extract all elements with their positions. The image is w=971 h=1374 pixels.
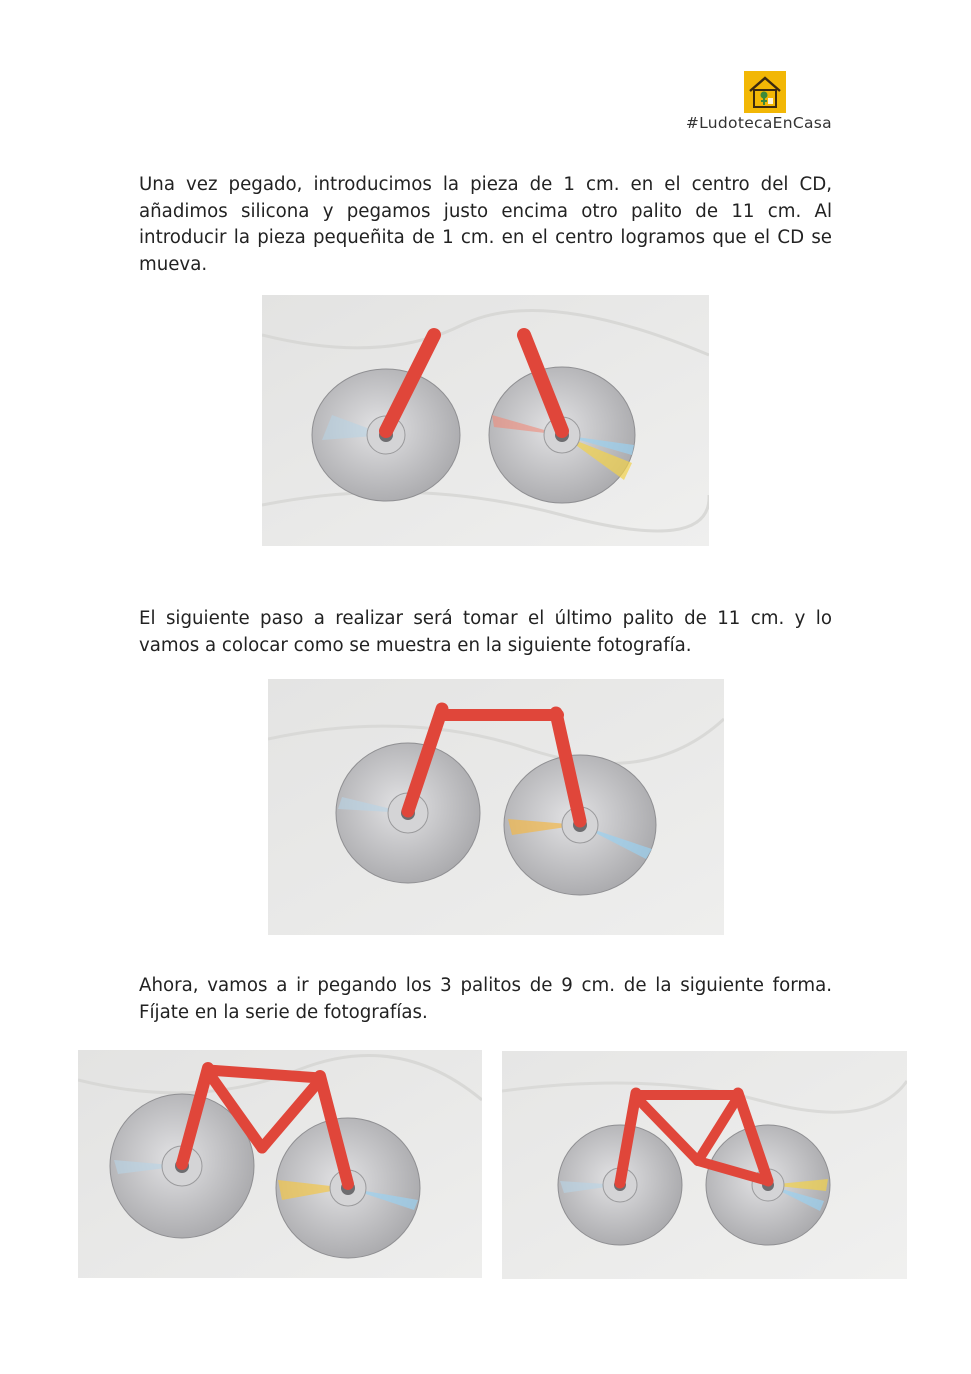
photo-frame-step-b bbox=[502, 1051, 907, 1279]
ludoteca-logo-icon bbox=[744, 71, 786, 113]
instruction-paragraph-3: Ahora, vamos a ir pegando los 3 palitos de 9 cm. de la siguiente forma. Fíjate en la serie de fotografías. bbox=[139, 975, 832, 1023]
hashtag-label: #LudotecaEnCasa bbox=[685, 114, 832, 132]
instruction-paragraph-2: El siguiente paso a realizar será tomar el último palito de 11 cm. y lo vamos a colocar como se muestra en la siguiente fotografía. bbox=[139, 608, 832, 656]
photo-cds-with-sticks bbox=[262, 295, 709, 546]
instruction-paragraph-1: Una vez pegado, introducimos la pieza de 1 cm. en el centro del CD, añadimos silicona y pegamos justo encima otro palito de 11 cm. Al introducir la pieza pequeñita de 1 cm. en el centro logramos que el CD se mueva. bbox=[139, 174, 832, 275]
photo-cds-joined-top-stick bbox=[268, 679, 724, 935]
photo-frame-step-a bbox=[78, 1050, 482, 1278]
